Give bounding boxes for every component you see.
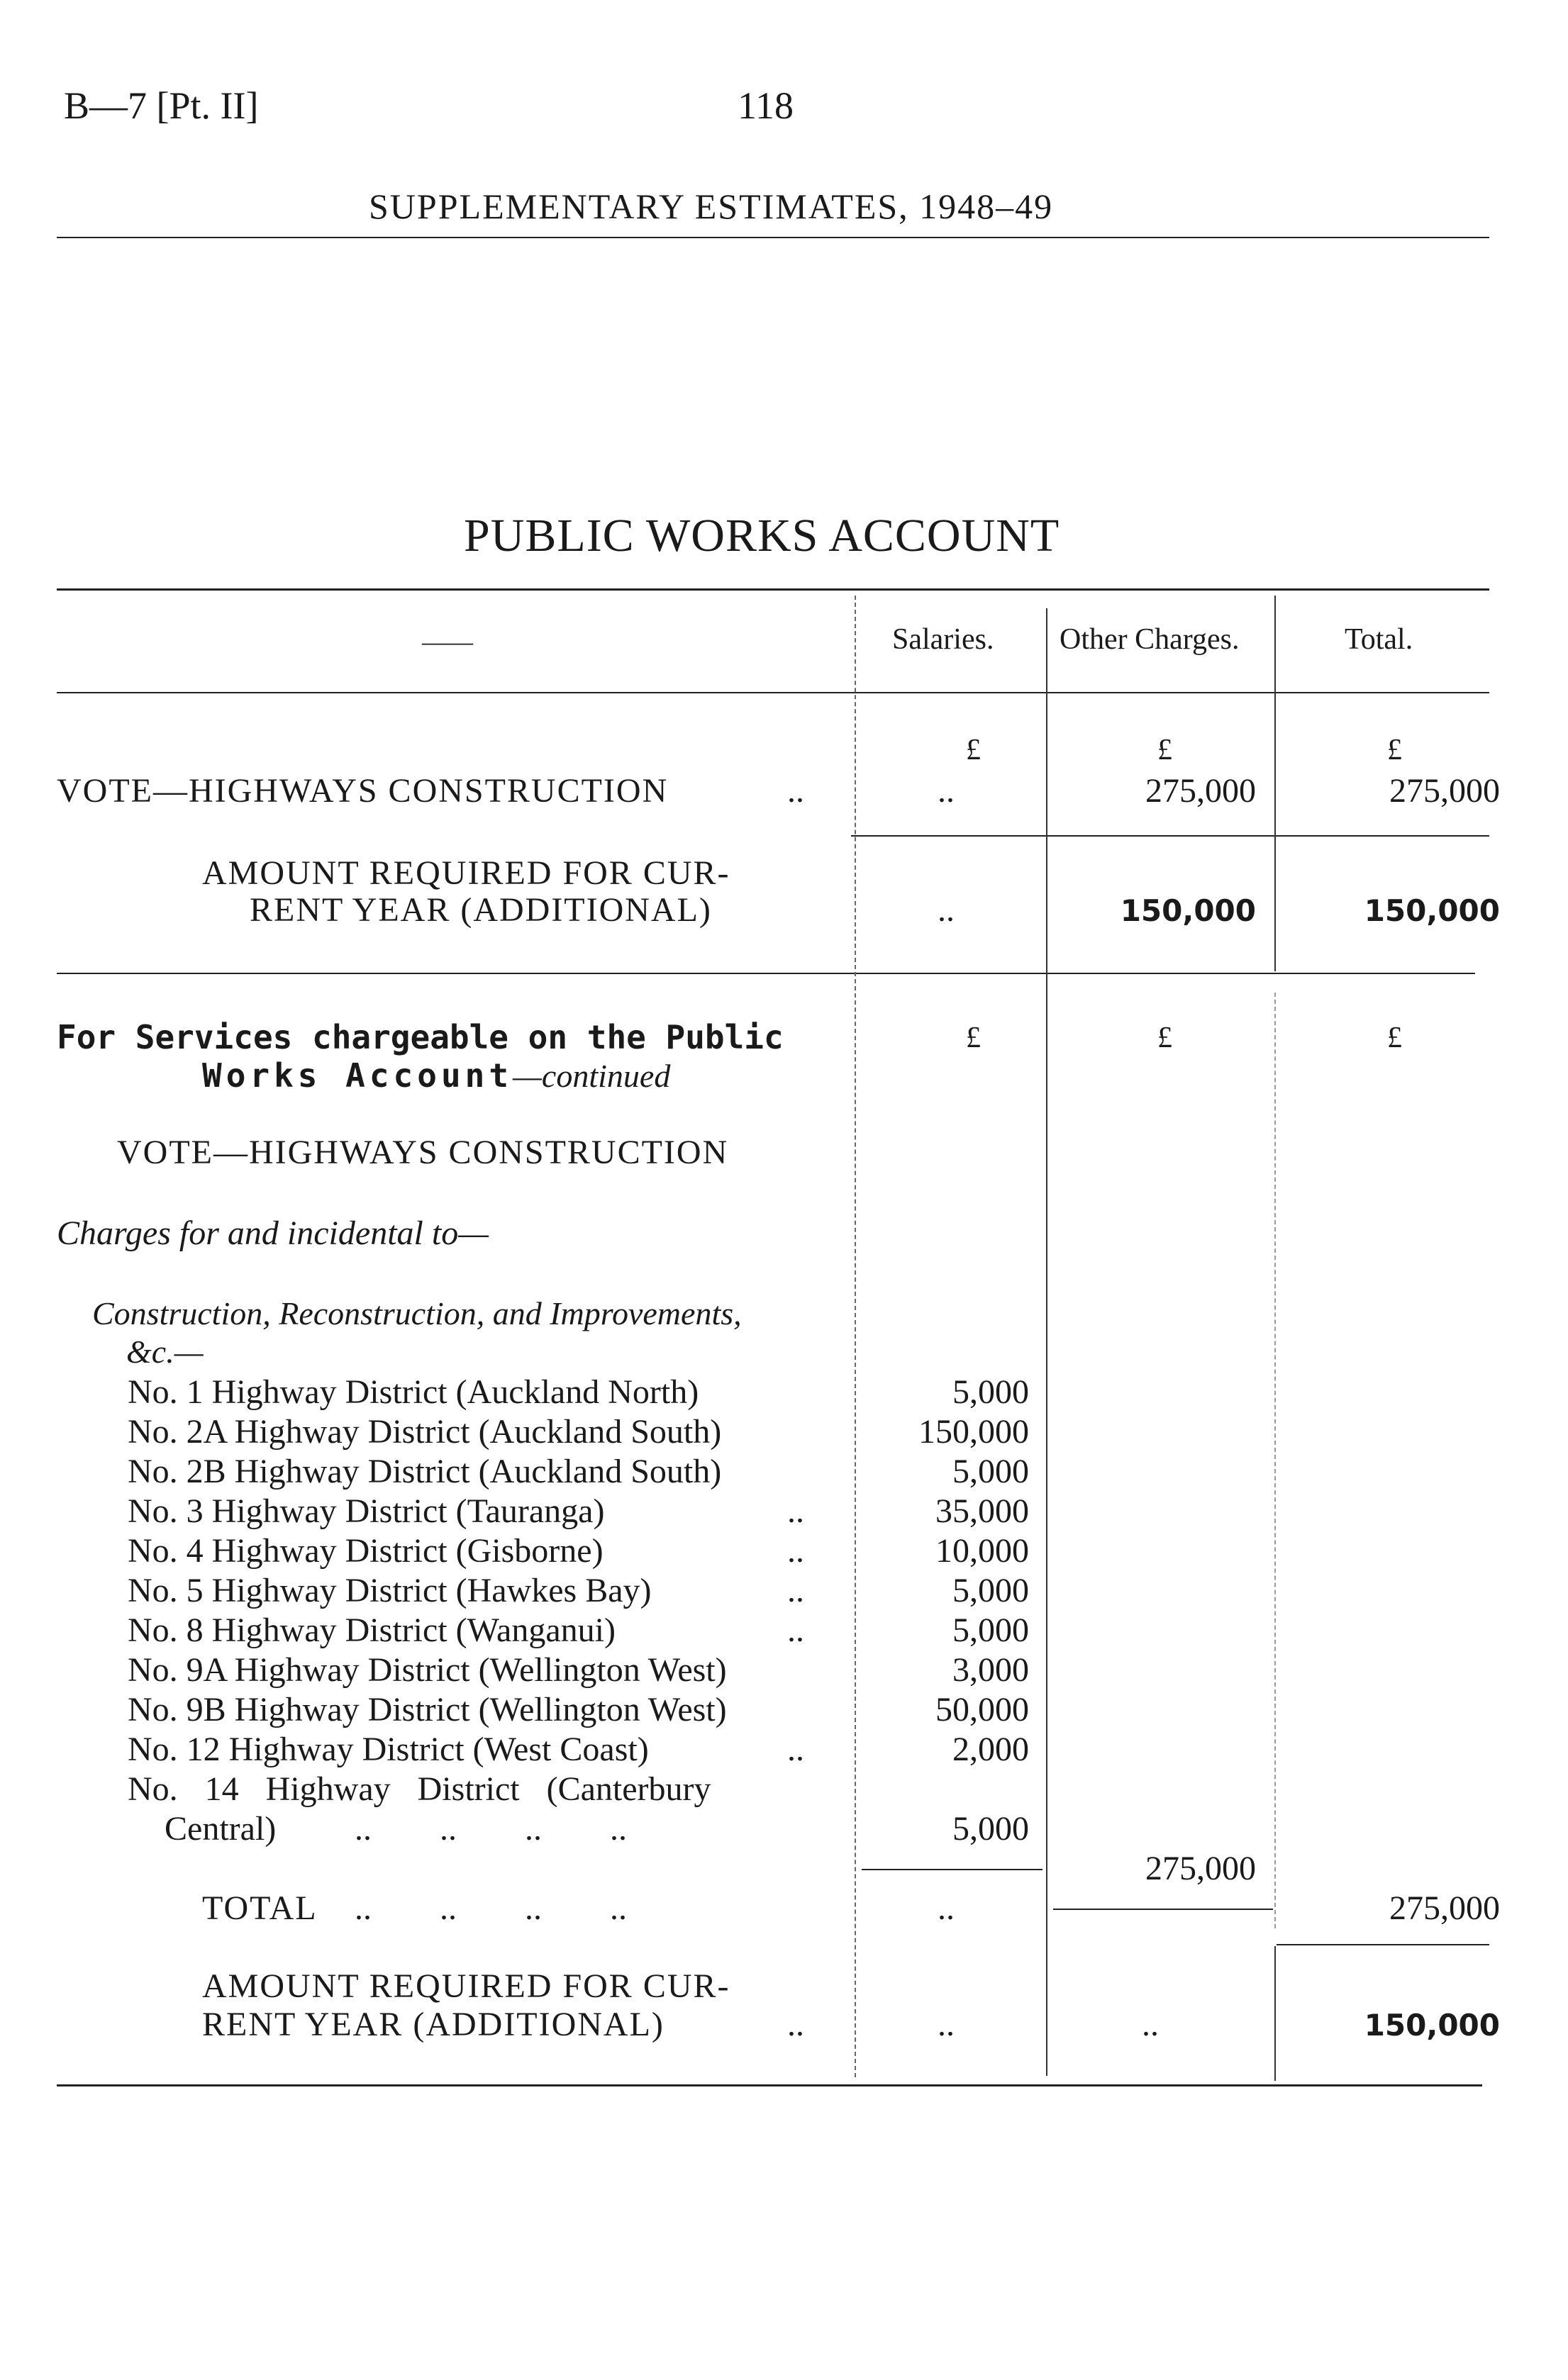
col-header-total: Total.: [1345, 623, 1413, 656]
item-label: No. 3 Highway District (Tauranga): [128, 1492, 605, 1530]
total-label: TOTAL: [202, 1889, 318, 1927]
summary-vote-label: VOTE—HIGHWAYS CONSTRUCTION: [57, 772, 669, 810]
item-value: 35,000: [935, 1492, 1029, 1530]
total-divider-rule: [1277, 1944, 1489, 1945]
detail-currency-salaries: £: [966, 1022, 981, 1054]
col-header-desc: ——: [422, 627, 473, 656]
subtotal-other: 275,000: [1145, 1850, 1256, 1887]
item-value: 5,000: [952, 1373, 1029, 1411]
item-value: 5,000: [952, 1611, 1029, 1649]
detail-subhead-line2: &c.—: [126, 1334, 204, 1370]
summary-bottom-rule: [57, 973, 1475, 974]
detail-heading-continued: —continued: [513, 1058, 671, 1094]
item-label-line2: Central): [165, 1810, 277, 1848]
detail-amount-line1: AMOUNT REQUIRED FOR CUR-: [202, 1967, 730, 2005]
running-title: SUPPLEMENTARY ESTIMATES, 1948–49: [369, 186, 1054, 226]
total-dots: .. .. .. ..: [355, 1889, 627, 1927]
detail-heading-line2: [202, 1056, 670, 1095]
detail-amount-total: 150,000: [1364, 2008, 1500, 2043]
item-label: No. 9B Highway District (Wellington West): [128, 1691, 727, 1728]
total-total: 275,000: [1389, 1889, 1500, 1927]
item-dots: ..: [787, 1611, 804, 1649]
column-divider-salaries: [855, 596, 856, 2077]
detail-subhead-line1: Construction, Reconstruction, and Improvements,: [92, 1295, 742, 1331]
total-salaries: ..: [938, 1889, 955, 1927]
item-label-line1: No. 14 Highway District (Canterbury: [128, 1770, 711, 1808]
column-divider-total-bottom: [1274, 1946, 1276, 2081]
item-value: 5,000: [952, 1453, 1029, 1490]
table-top-rule: [57, 588, 1489, 591]
item-value: 3,000: [952, 1651, 1029, 1689]
item-label: No. 5 Highway District (Hawkes Bay): [128, 1572, 652, 1609]
item-dots: .. .. .. ..: [355, 1810, 627, 1848]
salaries-subtotal-rule: [862, 1869, 1042, 1870]
detail-amount-salaries: ..: [938, 2006, 955, 2043]
column-divider-total: [1274, 596, 1276, 971]
page-ref: B—7 [Pt. II]: [64, 84, 259, 127]
detail-heading-bold: Works Account: [202, 1056, 513, 1095]
item-label: No. 2B Highway District (Auckland South): [128, 1453, 722, 1490]
table-bottom-rule: [57, 2084, 1482, 2086]
summary-amount-line2: RENT YEAR (ADDITIONAL): [250, 891, 712, 929]
detail-amount-other: ..: [1142, 2006, 1159, 2043]
item-value: 2,000: [952, 1731, 1029, 1768]
item-dots: ..: [787, 1532, 804, 1570]
other-subtotal-rule: [1053, 1909, 1273, 1910]
summary-divider-rule: [851, 835, 1489, 837]
item-value: 150,000: [918, 1413, 1029, 1451]
summary-currency-salaries: £: [966, 734, 981, 766]
detail-currency-other: £: [1157, 1022, 1172, 1054]
item-dots: ..: [787, 1572, 804, 1609]
item-value: 10,000: [935, 1532, 1029, 1570]
item-label: No. 1 Highway District (Auckland North): [128, 1373, 699, 1411]
summary-vote-other: 275,000: [1145, 772, 1256, 810]
summary-vote-dots: ..: [787, 772, 804, 810]
item-dots: ..: [787, 1731, 804, 1768]
column-divider-total-lower: [1274, 993, 1276, 1928]
section-title: PUBLIC WORKS ACCOUNT: [464, 510, 1060, 562]
item-label: No. 2A Highway District (Auckland South): [128, 1413, 722, 1451]
detail-heading-line1: For Services chargeable on the Public: [57, 1018, 784, 1056]
summary-vote-salaries: ..: [938, 772, 955, 810]
item-label: No. 9A Highway District (Wellington West): [128, 1651, 727, 1689]
summary-amount-salaries: ..: [938, 891, 955, 929]
item-value: 5,000: [952, 1810, 1029, 1848]
detail-currency-total: £: [1387, 1022, 1402, 1054]
item-value: 5,000: [952, 1572, 1029, 1609]
page-number: 118: [738, 84, 794, 127]
summary-currency-other: £: [1157, 734, 1172, 766]
summary-vote-total: 275,000: [1389, 772, 1500, 810]
detail-vote-label: VOTE—HIGHWAYS CONSTRUCTION: [117, 1134, 729, 1171]
column-divider-other: [1046, 608, 1047, 2076]
item-dots: ..: [787, 1492, 804, 1530]
item-value: 50,000: [935, 1691, 1029, 1728]
summary-amount-line1: AMOUNT REQUIRED FOR CUR-: [202, 854, 730, 892]
head-rule: [57, 237, 1489, 238]
col-header-other: Other Charges.: [1060, 623, 1240, 656]
col-header-salaries: Salaries.: [892, 623, 994, 656]
summary-amount-total: 150,000: [1364, 893, 1500, 928]
detail-amount-line2: RENT YEAR (ADDITIONAL): [202, 2006, 665, 2043]
summary-amount-other: 150,000: [1120, 893, 1256, 928]
item-label: No. 12 Highway District (West Coast): [128, 1731, 649, 1768]
detail-amount-dots: ..: [787, 2006, 804, 2043]
detail-charges-label: Charges for and incidental to—: [57, 1214, 489, 1252]
summary-currency-total: £: [1387, 734, 1402, 766]
item-label: No. 4 Highway District (Gisborne): [128, 1532, 604, 1570]
item-label: No. 8 Highway District (Wanganui): [128, 1611, 616, 1649]
